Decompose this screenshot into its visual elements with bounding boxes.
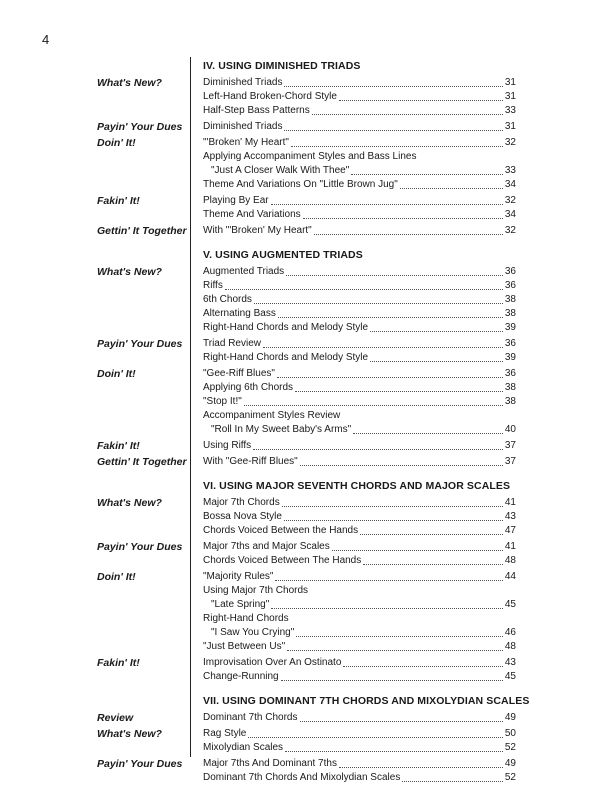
entry-page-number: 39 bbox=[504, 322, 516, 333]
entry-title: Change-Running bbox=[203, 671, 279, 682]
entry-page-number: 43 bbox=[504, 657, 516, 668]
toc-entry bbox=[203, 395, 516, 409]
entry-title: Right-Hand Chords and Melody Style bbox=[203, 322, 369, 333]
group-label: Doin' It! bbox=[97, 571, 136, 583]
entry-title: Applying Accompaniment Styles and Bass Lines bbox=[203, 151, 417, 162]
group-label: Payin' Your Dues bbox=[97, 121, 183, 133]
entry-title: Alternating Bass bbox=[203, 308, 276, 319]
entry-title: With "Gee-Riff Blues" bbox=[203, 456, 298, 467]
dot-leader bbox=[277, 367, 503, 381]
entry-title: Major 7th Chords bbox=[203, 497, 280, 508]
entry-title: Dominant 7th Chords bbox=[203, 712, 298, 723]
entry-title: Major 7ths and Major Scales bbox=[203, 541, 330, 552]
toc-group bbox=[0, 136, 600, 192]
entry-page-number: 49 bbox=[504, 712, 516, 723]
toc-group bbox=[0, 757, 600, 785]
toc-group bbox=[0, 224, 600, 238]
entry-title: "Just A Closer Walk With Thee" bbox=[211, 165, 350, 176]
entry-title: Mixolydian Scales bbox=[203, 742, 284, 753]
dot-leader bbox=[300, 711, 503, 725]
section-title: VII. USING DOMINANT 7TH CHORDS AND MIXOLYDIAN SCALES bbox=[203, 695, 530, 707]
toc-entry bbox=[203, 439, 516, 453]
toc-entry bbox=[203, 307, 516, 321]
dot-leader bbox=[254, 293, 503, 307]
dot-leader bbox=[285, 741, 503, 755]
dot-leader bbox=[295, 381, 503, 395]
toc-entry bbox=[203, 598, 516, 612]
toc-entry bbox=[203, 224, 516, 238]
entry-page-number: 52 bbox=[504, 742, 516, 753]
dot-leader bbox=[225, 279, 503, 293]
toc-entry bbox=[203, 194, 516, 208]
toc-entry bbox=[203, 584, 516, 598]
entry-page-number: 44 bbox=[504, 571, 516, 582]
toc-group bbox=[0, 265, 600, 335]
dot-leader bbox=[343, 656, 502, 670]
dot-leader bbox=[278, 307, 503, 321]
entry-title: Playing By Ear bbox=[203, 195, 269, 206]
entry-title: Right-Hand Chords bbox=[203, 613, 289, 624]
entry-title: Left-Hand Broken-Chord Style bbox=[203, 91, 337, 102]
entry-page-number: 31 bbox=[504, 121, 516, 132]
entry-page-number: 46 bbox=[504, 627, 516, 638]
toc-group bbox=[0, 367, 600, 437]
toc-group bbox=[0, 496, 600, 538]
section-title: VI. USING MAJOR SEVENTH CHORDS AND MAJOR SCALES bbox=[203, 480, 511, 492]
entry-page-number: 45 bbox=[504, 599, 516, 610]
section-title: V. USING AUGMENTED TRIADS bbox=[203, 249, 363, 261]
dot-leader bbox=[286, 265, 503, 279]
toc-entry bbox=[203, 554, 516, 568]
entry-page-number: 31 bbox=[504, 91, 516, 102]
entry-page-number: 36 bbox=[504, 368, 516, 379]
toc-group bbox=[0, 455, 600, 469]
dot-leader bbox=[314, 224, 503, 238]
page-number: 4 bbox=[42, 32, 50, 47]
entry-page-number: 31 bbox=[504, 77, 516, 88]
entry-page-number: 38 bbox=[504, 396, 516, 407]
dot-leader bbox=[287, 640, 503, 654]
entry-page-number: 49 bbox=[504, 758, 516, 769]
group-label: Fakin' It! bbox=[97, 195, 140, 207]
section-title: IV. USING DIMINISHED TRIADS bbox=[203, 60, 361, 72]
toc-entry bbox=[203, 656, 516, 670]
dot-leader bbox=[296, 626, 503, 640]
group-label: Fakin' It! bbox=[97, 657, 140, 669]
toc-group bbox=[0, 727, 600, 755]
toc-entry bbox=[203, 640, 516, 654]
entry-page-number: 37 bbox=[504, 440, 516, 451]
entry-title: Using Riffs bbox=[203, 440, 252, 451]
entry-title: "Stop It!" bbox=[203, 396, 242, 407]
toc-section bbox=[0, 479, 600, 684]
toc-entry bbox=[203, 90, 516, 104]
toc-section bbox=[0, 694, 600, 785]
dot-leader bbox=[332, 540, 503, 554]
dot-leader bbox=[370, 351, 503, 365]
toc-entry bbox=[203, 120, 516, 134]
dot-leader bbox=[284, 120, 502, 134]
toc-entry bbox=[203, 771, 516, 785]
dot-leader bbox=[282, 496, 503, 510]
toc-entry bbox=[203, 265, 516, 279]
dot-leader bbox=[244, 395, 503, 409]
entry-page-number: 32 bbox=[504, 137, 516, 148]
table-of-contents bbox=[0, 59, 600, 795]
entry-title: Using Major 7th Chords bbox=[203, 585, 309, 596]
dot-leader bbox=[281, 670, 503, 684]
dot-leader bbox=[339, 757, 503, 771]
group-label: Gettin' It Together bbox=[97, 456, 187, 468]
entry-page-number: 41 bbox=[504, 497, 516, 508]
entry-title: 6th Chords bbox=[203, 294, 252, 305]
toc-group bbox=[0, 656, 600, 684]
toc-entry bbox=[203, 727, 516, 741]
entry-page-number: 38 bbox=[504, 382, 516, 393]
toc-group bbox=[0, 120, 600, 134]
dot-leader bbox=[271, 598, 503, 612]
entry-title: Dominant 7th Chords And Mixolydian Scales bbox=[203, 772, 401, 783]
dot-leader bbox=[402, 771, 503, 785]
group-label: What's New? bbox=[97, 77, 162, 89]
entry-title: "Late Spring" bbox=[211, 599, 270, 610]
toc-entry bbox=[203, 367, 516, 381]
entry-title: Theme And Variations bbox=[203, 209, 301, 220]
entry-title: "Majority Rules" bbox=[203, 571, 274, 582]
toc-entry bbox=[203, 524, 516, 538]
toc-entry bbox=[203, 626, 516, 640]
toc-entry bbox=[203, 409, 516, 423]
entry-title: "Just Between Us" bbox=[203, 641, 286, 652]
toc-entry bbox=[203, 741, 516, 755]
toc-section bbox=[0, 59, 600, 238]
dot-leader bbox=[353, 423, 503, 437]
toc-section bbox=[0, 248, 600, 469]
group-label: What's New? bbox=[97, 497, 162, 509]
entry-page-number: 36 bbox=[504, 338, 516, 349]
toc-entry bbox=[203, 711, 516, 725]
dot-leader bbox=[363, 554, 503, 568]
entry-title: Diminished Triads bbox=[203, 77, 283, 88]
entry-page-number: 36 bbox=[504, 280, 516, 291]
entry-title: Accompaniment Styles Review bbox=[203, 410, 341, 421]
toc-entry bbox=[203, 570, 516, 584]
dot-leader bbox=[271, 194, 503, 208]
entry-page-number: 38 bbox=[504, 294, 516, 305]
entry-title: Chords Voiced Between the Hands bbox=[203, 525, 359, 536]
entry-title: Improvisation Over An Ostinato bbox=[203, 657, 342, 668]
toc-entry bbox=[203, 208, 516, 222]
entry-page-number: 47 bbox=[504, 525, 516, 536]
entry-title: Major 7ths And Dominant 7ths bbox=[203, 758, 337, 769]
entry-page-number: 50 bbox=[504, 728, 516, 739]
entry-page-number: 33 bbox=[504, 105, 516, 116]
dot-leader bbox=[284, 510, 503, 524]
toc-entry bbox=[203, 757, 516, 771]
entry-title: With "'Broken' My Heart" bbox=[203, 225, 312, 236]
entry-title: Diminished Triads bbox=[203, 121, 283, 132]
toc-entry bbox=[203, 455, 516, 469]
entry-title: Bossa Nova Style bbox=[203, 511, 282, 522]
toc-entry bbox=[203, 423, 516, 437]
dot-leader bbox=[370, 321, 503, 335]
toc-entry bbox=[203, 540, 516, 554]
entry-page-number: 48 bbox=[504, 555, 516, 566]
group-label: Doin' It! bbox=[97, 368, 136, 380]
entry-page-number: 52 bbox=[504, 772, 516, 783]
dot-leader bbox=[275, 570, 502, 584]
toc-group bbox=[0, 570, 600, 654]
group-label: Doin' It! bbox=[97, 137, 136, 149]
toc-entry bbox=[203, 76, 516, 90]
entry-page-number: 33 bbox=[504, 165, 516, 176]
entry-page-number: 36 bbox=[504, 266, 516, 277]
group-label: Fakin' It! bbox=[97, 440, 140, 452]
toc-group bbox=[0, 76, 600, 118]
entry-title: "I Saw You Crying" bbox=[211, 627, 295, 638]
toc-entry bbox=[203, 104, 516, 118]
entry-title: "'Broken' My Heart" bbox=[203, 137, 289, 148]
group-label: What's New? bbox=[97, 728, 162, 740]
entry-title: Riffs bbox=[203, 280, 223, 291]
entry-page-number: 41 bbox=[504, 541, 516, 552]
toc-entry bbox=[203, 150, 516, 164]
entry-page-number: 32 bbox=[504, 195, 516, 206]
toc-entry bbox=[203, 178, 516, 192]
dot-leader bbox=[300, 455, 503, 469]
entry-title: Right-Hand Chords and Melody Style bbox=[203, 352, 369, 363]
dot-leader bbox=[248, 727, 503, 741]
group-label: Payin' Your Dues bbox=[97, 338, 183, 350]
group-label: Payin' Your Dues bbox=[97, 541, 183, 553]
entry-title: Applying 6th Chords bbox=[203, 382, 294, 393]
entry-page-number: 40 bbox=[504, 424, 516, 435]
dot-leader bbox=[312, 104, 503, 118]
toc-entry bbox=[203, 321, 516, 335]
dot-leader bbox=[339, 90, 503, 104]
entry-title: Theme And Variations On "Little Brown Jug" bbox=[203, 179, 398, 190]
toc-group bbox=[0, 711, 600, 725]
entry-title: Half-Step Bass Patterns bbox=[203, 105, 310, 116]
dot-leader bbox=[303, 208, 503, 222]
group-label: Gettin' It Together bbox=[97, 225, 187, 237]
toc-entry bbox=[203, 510, 516, 524]
toc-group bbox=[0, 540, 600, 568]
entry-page-number: 37 bbox=[504, 456, 516, 467]
dot-leader bbox=[400, 178, 503, 192]
toc-group bbox=[0, 194, 600, 222]
dot-leader bbox=[351, 164, 503, 178]
toc-entry bbox=[203, 136, 516, 150]
entry-title: "Gee-Riff Blues" bbox=[203, 368, 275, 379]
entry-page-number: 39 bbox=[504, 352, 516, 363]
toc-entry bbox=[203, 293, 516, 307]
dot-leader bbox=[263, 337, 503, 351]
toc-entry bbox=[203, 337, 516, 351]
dot-leader bbox=[284, 76, 502, 90]
dot-leader bbox=[253, 439, 503, 453]
toc-entry bbox=[203, 279, 516, 293]
toc-entry bbox=[203, 670, 516, 684]
entry-title: Rag Style bbox=[203, 728, 247, 739]
entry-page-number: 45 bbox=[504, 671, 516, 682]
toc-entry bbox=[203, 381, 516, 395]
toc-group bbox=[0, 439, 600, 453]
entry-page-number: 34 bbox=[504, 209, 516, 220]
dot-leader bbox=[360, 524, 503, 538]
toc-entry bbox=[203, 164, 516, 178]
entry-page-number: 38 bbox=[504, 308, 516, 319]
entry-title: Chords Voiced Between The Hands bbox=[203, 555, 362, 566]
entry-page-number: 34 bbox=[504, 179, 516, 190]
toc-entry bbox=[203, 351, 516, 365]
dot-leader bbox=[291, 136, 503, 150]
toc-group bbox=[0, 337, 600, 365]
entry-title: Triad Review bbox=[203, 338, 261, 349]
entry-page-number: 32 bbox=[504, 225, 516, 236]
entry-page-number: 48 bbox=[504, 641, 516, 652]
group-label: Review bbox=[97, 712, 134, 724]
toc-entry bbox=[203, 612, 516, 626]
group-label: Payin' Your Dues bbox=[97, 758, 183, 770]
toc-entry bbox=[203, 496, 516, 510]
entry-page-number: 43 bbox=[504, 511, 516, 522]
entry-title: "Roll In My Sweet Baby's Arms" bbox=[211, 424, 352, 435]
entry-title: Augmented Triads bbox=[203, 266, 285, 277]
group-label: What's New? bbox=[97, 266, 162, 278]
